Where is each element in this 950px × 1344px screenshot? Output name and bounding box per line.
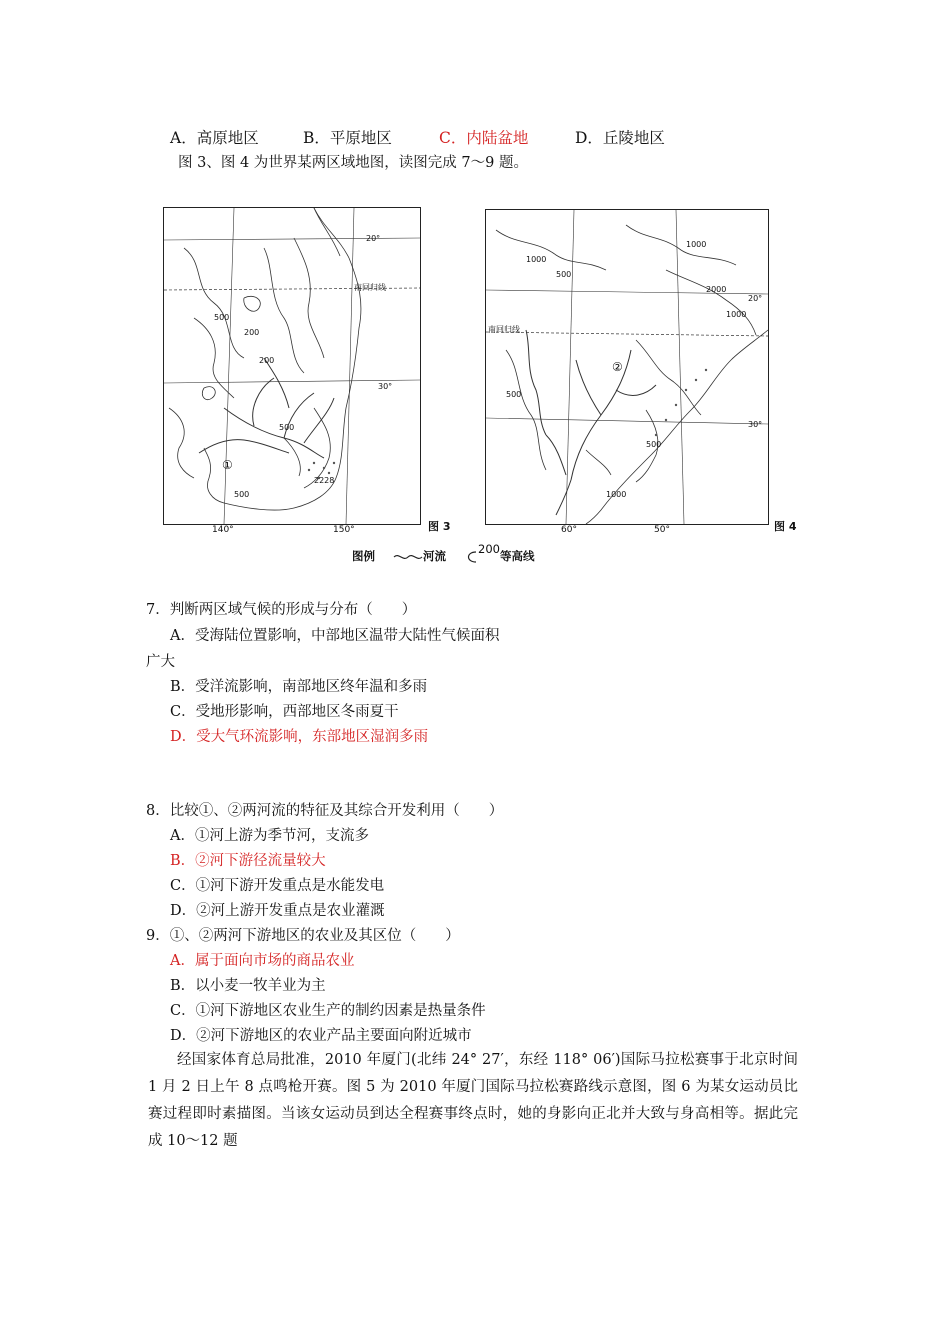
- river-legend-icon: [393, 551, 423, 563]
- map3-contour-label: 500: [214, 313, 230, 322]
- map3-tropic-label: 南回归线: [354, 283, 386, 292]
- q9-option-c: C．①河下游地区农业生产的制约因素是热量条件: [170, 1003, 486, 1019]
- q6-option-d: D．丘陵地区: [575, 129, 665, 147]
- map-figure-4: [485, 209, 769, 525]
- map3-lat-30: 30°: [378, 382, 393, 391]
- map3-contour-label: 500: [279, 423, 295, 432]
- q6-option-a: A．高原地区: [170, 129, 259, 147]
- q8-stem: 8．比较①、②两河流的特征及其综合开发利用（ ）: [146, 803, 504, 819]
- q6-option-c-answer: C．内陆盆地: [439, 129, 529, 147]
- map3-lon-140: 140°: [212, 525, 234, 535]
- q7-option-c: C．受地形影响，西部地区冬雨夏干: [170, 704, 399, 720]
- q6-options: [170, 128, 665, 148]
- map4-contour-label: 1000: [686, 240, 707, 249]
- q7-option-d-answer: D．受大气环流影响，东部地区湿润多雨: [170, 729, 429, 745]
- q9-option-a-answer: A．属于面向市场的商品农业: [170, 953, 355, 969]
- legend-contour: 等高线: [499, 549, 535, 563]
- intro-7-9: 图 3、图 4 为世界某两区域地图，读图完成 7～9 题。: [178, 155, 528, 171]
- legend-river: 河流: [423, 549, 447, 563]
- map4-tropic-label: 南回归线: [488, 325, 520, 334]
- map4-contour-label: 2000: [706, 285, 727, 294]
- map4-contour-label: 500: [556, 270, 572, 279]
- map4-contour-label: 1000: [526, 255, 547, 264]
- map3-river-marker: ①: [222, 458, 233, 472]
- contour-legend-icon: [464, 549, 478, 565]
- map4-contour-label: 1000: [726, 310, 747, 319]
- q9-option-b: B．以小麦一牧羊业为主: [170, 978, 326, 994]
- q9-stem: 9．①、②两河下游地区的农业及其区位（ ）: [146, 928, 460, 944]
- q9-option-d: D．②河下游地区的农业产品主要面向附近城市: [170, 1028, 472, 1044]
- q7-stem: 7．判断两区域气候的形成与分布（ ）: [146, 602, 417, 618]
- map3-contour-label: 2228: [314, 476, 335, 485]
- map4-figure-label: 图 4: [774, 520, 797, 533]
- map4-lat-20: 20°: [748, 294, 763, 303]
- map3-lon-150: 150°: [333, 525, 355, 535]
- map-legend: [352, 542, 535, 565]
- q7-option-a-cont: 广大: [146, 654, 175, 670]
- map4-river-marker: ②: [612, 360, 623, 374]
- map4-contour-label: 500: [506, 390, 522, 399]
- q8-option-a: A．①河上游为季节河，支流多: [170, 828, 369, 844]
- q8-option-b-answer: B．②河下游径流量较大: [170, 853, 326, 869]
- map3-lat-20: 20°: [366, 234, 381, 243]
- q6-option-b: B．平原地区: [303, 129, 392, 147]
- legend-contour-value: 200: [478, 542, 500, 556]
- q7-option-a: A．受海陆位置影响，中部地区温带大陆性气候面积: [170, 628, 500, 644]
- map4-contour-label: 1000: [606, 490, 627, 499]
- map-3-drawing: [164, 208, 420, 524]
- map3-contour-label: 200: [244, 328, 260, 337]
- map-figure-3: [163, 207, 421, 525]
- map4-lon-60: 60°: [561, 525, 577, 535]
- map3-contour-label: 500: [234, 490, 250, 499]
- q8-option-d: D．②河上游开发重点是农业灌溉: [170, 903, 385, 919]
- q8-option-c: C．①河下游开发重点是水能发电: [170, 878, 385, 894]
- q7-option-b: B．受洋流影响，南部地区终年温和多雨: [170, 679, 428, 695]
- para-10-12: 经国家体育总局批准，2010 年厦门(北纬 24° 27′，东经 118° 06′)国际马拉松赛事于北京时间 1 月 2 日上午 8 点鸣枪开赛。图 5 为 2010 年厦门国际马拉松赛路线示意图，图 6 为某女运动员比赛过程即时素描图。当该女运动员到达全程赛事终点时，她的身影向正北并大致与身高相等。据此完成 10～12 题: [148, 1052, 798, 1149]
- map4-lat-30: 30°: [748, 420, 763, 429]
- legend-title: 图例: [352, 549, 375, 563]
- map4-contour-label: 500: [646, 440, 662, 449]
- map4-lon-50: 50°: [654, 525, 670, 535]
- map3-contour-label: 200: [259, 356, 275, 365]
- map3-figure-label: 图 3: [428, 520, 451, 533]
